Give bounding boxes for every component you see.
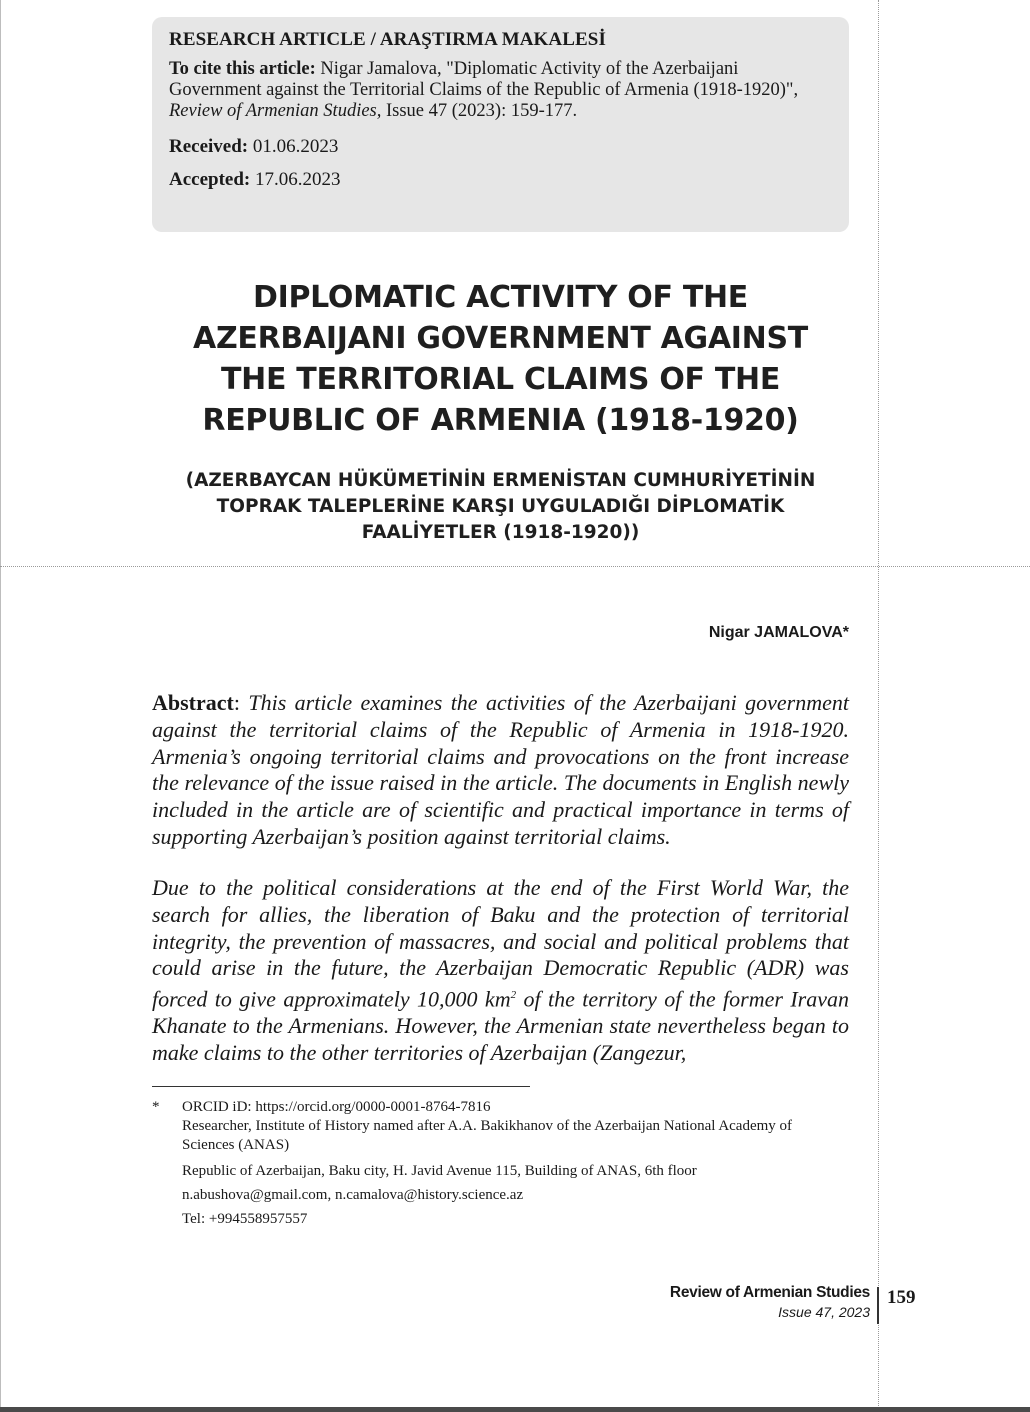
footnote-address: Republic of Azerbaijan, Baku city, H. Javid Avenue 115, Building of ANAS, 6th floor (182, 1163, 697, 1179)
page-number-separator (877, 1287, 879, 1324)
title-line: DIPLOMATIC ACTIVITY OF THE (252, 280, 748, 315)
abstract-label: Abstract (152, 690, 234, 715)
abstract-text: This article examines the activities of the Azerbaijani government against the territorial claims of the Republic of Armenia in 1918-1920. Armenia’s ongoing territorial claims and provocations on the front increase the relevance of the issue raised in the article. The documents in English newly included in the article are of scientific and practical importance in terms of supporting Azerbaijan’s position against territorial claims. (152, 690, 849, 849)
received-date (169, 136, 832, 158)
title-line: REPUBLIC OF ARMENIA (1918-1920) (202, 403, 799, 438)
footnote (152, 1098, 842, 1229)
received-label: Received: (169, 136, 249, 157)
footnote-position: Researcher, Institute of History named after A.A. Bakikhanov of the Azerbaijan National Academy of Sciences (ANAS) (182, 1118, 793, 1153)
article-type: RESEARCH ARTICLE / ARAŞTIRMA MAKALESİ (169, 29, 606, 50)
footnote-mark: * (152, 1099, 160, 1115)
author-name: Nigar JAMALOVA* (708, 624, 849, 641)
footnote-emails: n.abushova@gmail.com, n.camalova@history.science.az (182, 1187, 524, 1203)
title-line: AZERBAIJANI GOVERNMENT AGAINST (193, 321, 808, 356)
superscript: 2 (510, 989, 517, 1002)
article-title (152, 277, 849, 441)
journal-issue: Issue 47, 2023 (778, 1304, 870, 1320)
title-line: THE TERRITORIAL CLAIMS OF THE (220, 362, 781, 397)
body-paragraph (152, 875, 849, 1067)
accepted-date (169, 169, 832, 191)
received-value: 01.06.2023 (248, 136, 339, 157)
cite-part-1: Nigar Jamalova, "Diplomatic Activity of the Azerbaijani Government against the Territorial Claims of the Republic of Armenia (1918-1920)", (169, 59, 799, 100)
subtitle-line: (AZERBAYCAN HÜKÜMETİNİN ERMENİSTAN CUMHURİYETİNİN (185, 470, 816, 491)
footnote-orcid: ORCID iD: https://orcid.org/0000-0001-8764-7816 (182, 1099, 491, 1115)
abstract (152, 690, 849, 851)
article-subtitle (152, 468, 849, 546)
subtitle-line: FAALİYETLER (1918-1920)) (361, 522, 640, 543)
page-number: 159 (887, 1287, 916, 1308)
footnote-tel: Tel: +994558957557 (182, 1211, 308, 1227)
footnote-rule (152, 1086, 530, 1087)
trim-line-vertical (878, 0, 879, 1412)
cite-journal: Review of Armenian Studies, (169, 101, 382, 121)
journal-name: Review of Armenian Studies (669, 1284, 870, 1301)
paragraph-text-2: of the territory of the former Iravan Khanate to the Armenians. However, the Armenian state nevertheless began to make claims to the other territories of Azerbaijan (Zangezur, (152, 986, 849, 1066)
citation-box (152, 17, 849, 232)
paragraph-text-1: Due to the political considerations at the end of the First World War, the search for allies, the liberation of Baku and the protection of territorial integrity, the prevention of massacres, and social and political problems that could arise in the future, the Azerbaijan Democratic Republic (ADR) was forced to give approximately 10,000 km (152, 875, 849, 1012)
abstract-colon: : (233, 690, 249, 715)
cite-label: To cite this article: (169, 59, 316, 79)
page-edge-left (0, 0, 1, 1412)
accepted-label: Accepted: (169, 169, 251, 190)
journal-footer (670, 1284, 870, 1320)
subtitle-line: TOPRAK TALEPLERİNE KARŞI UYGULADIĞI DİPLOMATİK (216, 496, 785, 517)
trim-line-horizontal (0, 566, 1030, 567)
citation-text (169, 59, 832, 122)
cite-part-2: Issue 47 (2023): 159-177. (381, 101, 578, 121)
accepted-value: 17.06.2023 (250, 169, 341, 190)
page-edge-bottom (0, 1407, 1030, 1412)
